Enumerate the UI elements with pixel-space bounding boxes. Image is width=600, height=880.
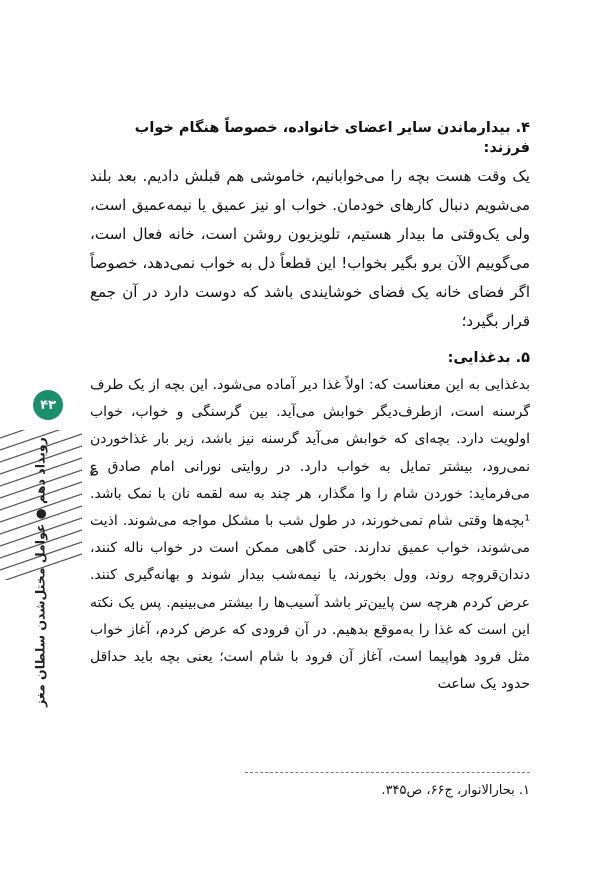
section-4-body: یک وقت هست بچه را می‌خوابانیم، خاموشی هم قبلش دادیم. بعد بلند می‌شویم دنبال کارهای خودمان. خواب او نیز عمیق یا نیمه‌عمیق است، ولی یک‌وقتی ما بیدار هستیم، تلویزیون روشن است، خانه فعال است، می‌گوییم الآن برو بگیر بخواب! این قطعاً دل به خواب نمی‌دهد، خصوصاً اگر فضای خانه یک فضای خوشایندی باشد که دوست دارد در آن جمع قرار بگیرد؛ (90, 167, 530, 330)
main-text (90, 118, 530, 698)
side-caption-text: رویداد دهم ● عوامل مختل‌شدن سلطان مغز (32, 437, 48, 707)
page-number-badge: ۴۳ (33, 390, 63, 420)
section-5-heading: ۵. بدغذایی: (447, 350, 530, 366)
section-4-heading: ۴. بیدارماندن سایر اعضای خانواده، خصوصاً هنگام خواب فرزند: (134, 120, 530, 156)
footnote-divider (245, 772, 530, 773)
section-5-body: بدغذایی به این معناست که: اولاً غذا دیر آماده می‌شود. این بچه از یک طرف گرسنه است، ازطرف‌دیگر خوابش می‌آید. بین گرسنگی و خواب، خواب اولویت دارد. بچه‌ای که خوابش می‌آید گرسنه نیز باشد، زیر بار غذاخوردن نمی‌رود، بیشتر تمایل به خواب دارد. در روایتی نورانی امام صادق ؏ می‌فرماید: خوردن شام را وا مگذار، هر چند به سه لقمه نان با نمک باشد. ¹بچه‌ها وقتی شام نمی‌خورند، در طول شب با مشکل مواجه می‌شوند. اذیت می‌شوند، خواب عمیق ندارند. حتی گاهی ممکن است در خواب ناله کنند، دندان‌قروچه روند، وول بخورند، یا نیمه‌شب بیدار شوند و بهانه‌گیری کنند. عرض کردم هرچه سن پایین‌تر باشد آسیب‌ها را بیشتر می‌بینیم. پس یک نکته این است که غذا را به‌موقع بدهیم. در آن فرودی که عرض کردم، آغاز خواب مثل فرود هواپیما است، آغاز آن فرود با شام است؛ یعنی بچه باید حداقل حدود یک ساعت (90, 377, 530, 693)
footnote: ۱. بحارالانوار، ج۶۶، ص۳۴۵. (381, 783, 530, 798)
